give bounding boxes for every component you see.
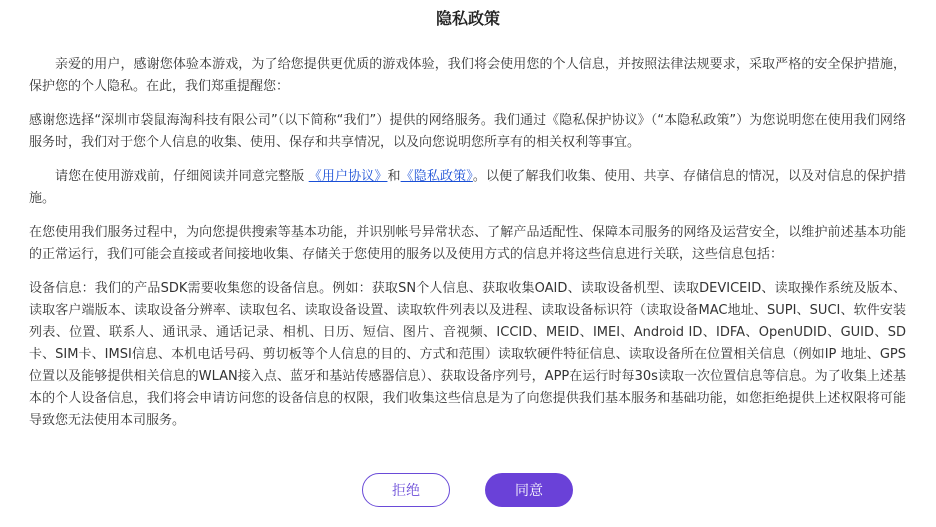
privacy-policy-link[interactable]: 《隐私政策》 — [400, 169, 473, 184]
read-agreements-text-after: 。以便了解我们收集、使用、共享、存储信息的情况，以及对信息的保护措施。 — [29, 169, 906, 206]
user-agreement-link[interactable]: 《用户协议》 — [308, 169, 388, 184]
policy-paragraph-collection: 在您使用我们服务过程中，为向您提供搜索等基本功能，并识别帐号异常状态、了解产品适配性、保障本司服务的网络及运营安全，以维护前述基本功能的正常运行，我们可能会直接或者间接地收集、存储关于您使用的服务以及使用方式的信息并将这些信息进行关联，这些信息包括： — [29, 225, 906, 262]
policy-paragraph-intro: 亲爱的用户，感谢您体验本游戏，为了给您提供更优质的游戏体验，我们将会使用您的个人信息，并按照法律法规要求，采取严格的安全保护措施，保护您的个人隐私。在此，我们郑重提醒您： — [29, 57, 906, 94]
reject-button[interactable]: 拒绝 — [362, 473, 450, 507]
policy-paragraph-device-info: 设备信息：我们的产品SDK需要收集您的设备信息。例如：获取SN个人信息、获取收集OAID、读取设备机型、读取DEVICEID、读取操作系统及版本、读取客户端版本、读取设备分辨率、读取包名、读取设备设置、读取软件列表以及进程、读取设备标识符（读取设备MAC地址、SUPI、SUCI、软件安装列表、位置、联系人、通讯录、通话记录、相机、日历、短信、图片、音视频、ICCID、MEID、IMEI、Android ID、IDFA、OpenUDID、GUID、SD卡、SIM卡、IMSI信息、本机电话号码、剪切板等个人信息的目的、方式和范围）读取软硬件特征信息、读取设备所在位置相关信息（例如IP 地址、GPS位置以及能够提供相关信息的WLAN接入点、蓝牙和基站传感器信息）、获取设备序列号，APP在运行时每30s读取一次位置信息等信息。为了收集上述基本的个人设备信息，我们将会申请访问您的设备信息的权限，我们收集这些信息是为了向您提供我们基本服务和基础功能，如您拒绝提供上述权限将可能导致您无法使用本司服务。 — [29, 281, 906, 428]
policy-paragraph-read-agreements — [29, 166, 906, 210]
agree-button[interactable]: 同意 — [485, 473, 573, 507]
policy-paragraph-service: 感谢您选择“深圳市袋鼠海淘科技有限公司”（以下简称“我们”）提供的网络服务。我们通过《隐私保护协议》（“本隐私政策”）为您说明您在使用我们网络服务时，我们对于您个人信息的收集、使用、保存和共享情况，以及向您说明您所享有的相关权利等事宜。 — [29, 113, 906, 150]
dialog-buttons — [0, 473, 936, 509]
dialog-title: 隐私政策 — [435, 9, 500, 28]
and-text: 和 — [387, 169, 401, 184]
policy-content[interactable] — [29, 54, 906, 454]
read-agreements-text-before: 请您在使用游戏前，仔细阅读并同意完整版 — [55, 169, 309, 184]
